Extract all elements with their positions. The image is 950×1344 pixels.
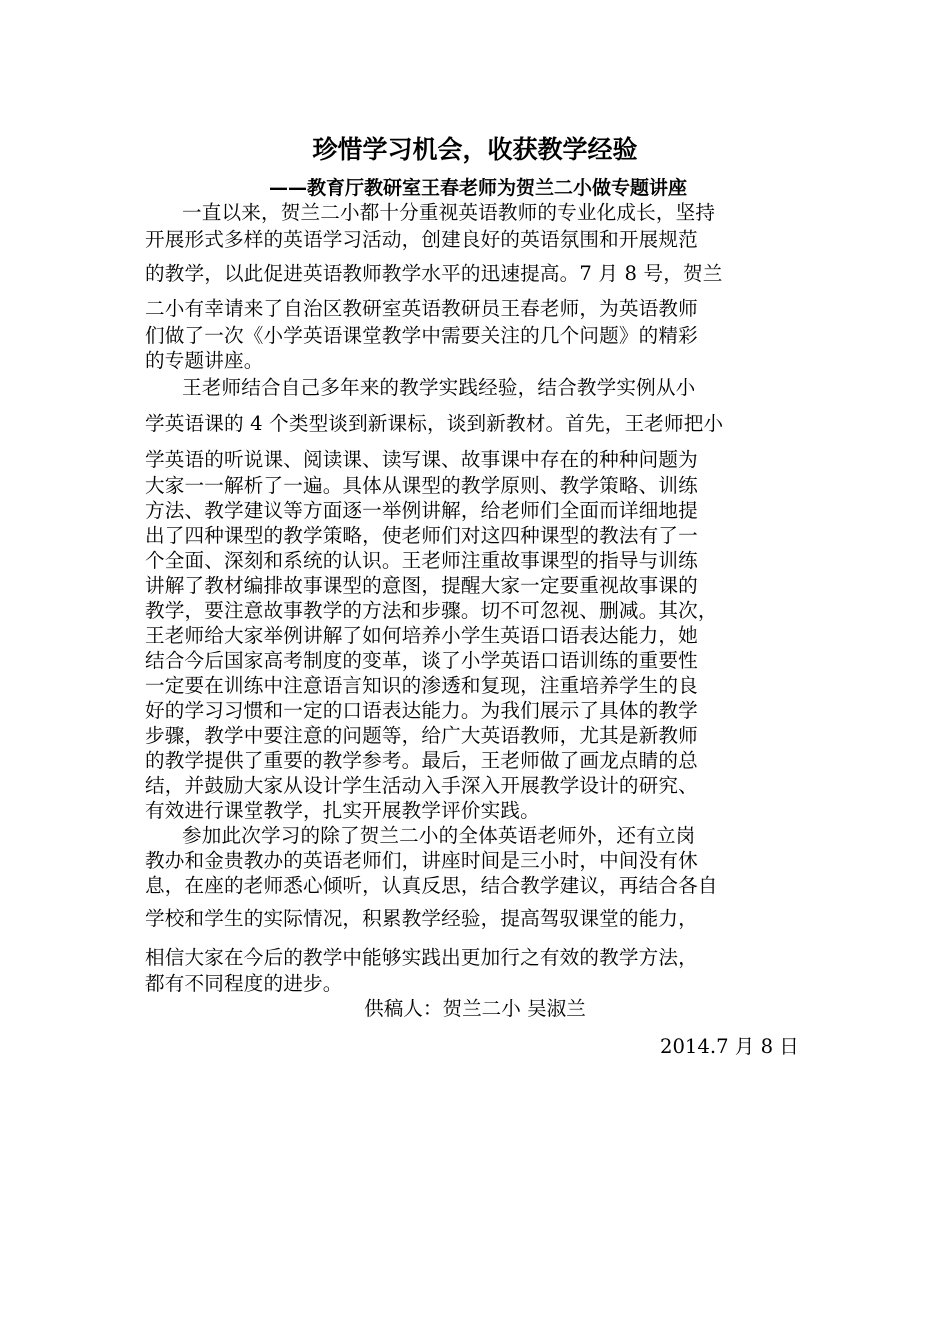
body-line: 讲解了教材编排故事课型的意图，提醒大家一定要重视故事课的 — [145, 574, 698, 597]
body-line: 们做了一次《小学英语课堂教学中需要关注的几个问题》的精彩 — [145, 324, 698, 347]
body-line: 学校和学生的实际情况，积累教学经验，提高驾驭课堂的能力， — [145, 907, 698, 930]
body-line: 学英语课的 4 个类型谈到新课标，谈到新教材。首先，王老师把小 — [145, 412, 724, 435]
body-line: 教学，要注意故事教学的方法和步骤。切不可忽视、删减。其次， — [145, 599, 718, 622]
body-line: 步骤，教学中要注意的问题等，给广大英语教师，尤其是新教师 — [145, 724, 698, 747]
body-line: 一定要在训练中注意语言知识的渗透和复现，注重培养学生的良 — [145, 674, 698, 697]
author-credit: 供稿人：贺兰二小 吴淑兰 — [364, 997, 586, 1020]
body-line: 出了四种课型的教学策略，使老师们对这四种课型的教法有了一 — [145, 524, 698, 547]
body-line: 学英语的听说课、阅读课、读写课、故事课中存在的种种问题为 — [145, 448, 698, 471]
body-line: 都有不同程度的进步。 — [145, 972, 343, 995]
body-line: 王老师给大家举例讲解了如何培养小学生英语口语表达能力，她 — [145, 624, 698, 647]
body-line: 方法、教学建议等方面逐一举例讲解，给老师们全面而详细地提 — [145, 499, 698, 522]
body-line: 王老师结合自己多年来的教学实践经验，结合教学实例从小 — [182, 376, 696, 399]
body-line: 教办和金贵教办的英语老师们，讲座时间是三小时，中间没有休 — [145, 849, 698, 872]
body-line: 的教学，以此促进英语教师教学水平的迅速提高。7 月 8 号，贺兰 — [145, 262, 723, 285]
body-line: 参加此次学习的除了贺兰二小的全体英语老师外，还有立岗 — [182, 824, 696, 847]
body-line: 好的学习习惯和一定的口语表达能力。为我们展示了具体的教学 — [145, 699, 698, 722]
body-line: 息，在座的老师悉心倾听，认真反思，结合教学建议，再结合各自 — [145, 874, 718, 897]
body-line: 的专题讲座。 — [145, 349, 264, 372]
body-line: 的教学提供了重要的教学参考。最后，王老师做了画龙点睛的总 — [145, 749, 698, 772]
body-line: 一直以来，贺兰二小都十分重视英语教师的专业化成长，坚持 — [182, 201, 716, 224]
body-line: 结合今后国家高考制度的变革，谈了小学英语口语训练的重要性 — [145, 649, 698, 672]
body-line: 大家一一解析了一遍。具体从课型的教学原则、教学策略、训练 — [145, 474, 698, 497]
body-line: 相信大家在今后的教学中能够实践出更加行之有效的教学方法， — [145, 946, 698, 969]
document-date: 2014.7 月 8 日 — [660, 1035, 799, 1058]
document-subtitle: ——教育厅教研室王春老师为贺兰二小做专题讲座 — [268, 177, 687, 199]
body-line: 二小有幸请来了自治区教研室英语教研员王春老师，为英语教师 — [145, 297, 698, 320]
body-line: 结，并鼓励大家从设计学生活动入手深入开展教学设计的研究、 — [145, 774, 698, 797]
body-line: 个全面、深刻和系统的认识。王老师注重故事课型的指导与训练 — [145, 549, 698, 572]
body-line: 有效进行课堂教学，扎实开展教学评价实践。 — [145, 799, 540, 822]
document-title: 珍惜学习机会，收获教学经验 — [312, 135, 638, 164]
body-line: 开展形式多样的英语学习活动，创建良好的英语氛围和开展规范 — [145, 228, 698, 251]
